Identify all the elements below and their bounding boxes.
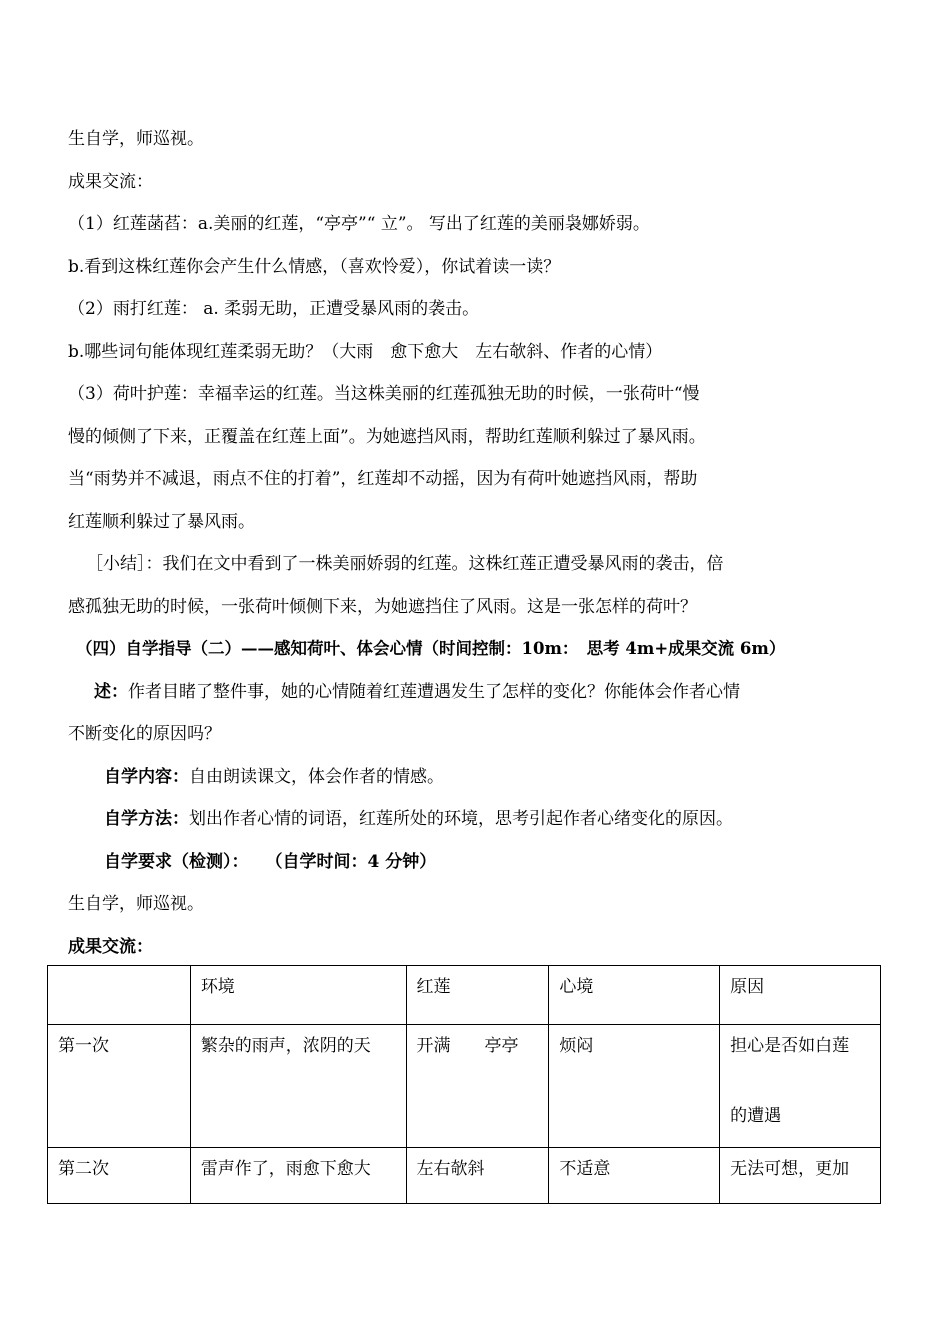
paragraph-line: 生自学，师巡视。: [68, 129, 204, 149]
self-study-requirement: 自学要求（检测）： （自学时间：4 分钟）: [104, 852, 437, 872]
paragraph-line: 感孤独无助的时候，一张荷叶倾侧下来，为她遮挡住了风雨。这是一张怎样的荷叶？: [68, 597, 697, 617]
table-header-row: [48, 966, 881, 1025]
table-cell: 烦闷: [549, 1025, 720, 1148]
paragraph-line: b.哪些词句能体现红莲柔弱无助？（大雨 愈下愈大 左右欹斜、作者的心情）: [68, 342, 663, 362]
table-cell: [720, 1025, 881, 1148]
self-study-method: [104, 808, 733, 830]
table-cell: 繁杂的雨声，浓阴的天: [190, 1025, 406, 1148]
label-shu: 述：: [94, 682, 128, 702]
results-heading: 成果交流：: [68, 937, 153, 957]
paragraph-line: b.看到这株红莲你会产生什么情感，（喜欢怜爱），你试着读一读？: [68, 257, 561, 277]
paragraph-line: [94, 681, 740, 703]
table-cell: 不适意: [549, 1148, 720, 1204]
table-cell: 雷声作了，雨愈下愈大: [190, 1148, 406, 1204]
table-cell: 左右欹斜: [406, 1148, 549, 1204]
paragraph-line: 成果交流：: [68, 172, 153, 192]
cell-line: 担心是否如白莲: [730, 1036, 850, 1056]
paragraph-line: 慢的倾侧了下来，正覆盖在红莲上面”。为她遮挡风雨，帮助红莲顺利躲过了暴风雨。: [68, 427, 706, 447]
line-text: 自由朗读课文，体会作者的情感。: [189, 767, 444, 787]
table-header-cell: [48, 966, 191, 1025]
paragraph-line: （1）红莲菡萏：a.美丽的红莲，“亭亭”“ 立”。 写出了红莲的美丽袅娜娇弱。: [68, 214, 650, 234]
summary-line: ［小结］：我们在文中看到了一株美丽娇弱的红莲。这株红莲正遭受暴风雨的袭击，倍: [86, 554, 724, 574]
line-text: 划出作者心情的词语，红莲所处的环境，思考引起作者心绪变化的原因。: [189, 809, 733, 829]
section-heading: （四）自学指导（二）——感知荷叶、体会心情（时间控制：10m： 思考 4m+成果交流 6m）: [76, 639, 786, 658]
paragraph-line: （3）荷叶护莲：幸福幸运的红莲。当这株美丽的红莲孤独无助的时候，一张荷叶“慢: [68, 384, 700, 404]
paragraph-line: 当“雨势并不减退，雨点不住的打着”，红莲却不动摇，因为有荷叶她遮挡风雨，帮助: [68, 469, 698, 489]
self-study-content-label: 自学内容：: [104, 767, 189, 787]
paragraph-line: 红莲顺利躲过了暴风雨。: [68, 512, 255, 532]
cell-line: 的遭遇: [730, 1106, 782, 1126]
table-cell: 无法可想，更加: [720, 1148, 881, 1204]
table-header-cell: 环境: [190, 966, 406, 1025]
paragraph-line: （2）雨打红莲： a. 柔弱无助，正遭受暴风雨的袭击。: [68, 299, 480, 319]
table-header-cell: 红莲: [406, 966, 549, 1025]
table-row: [48, 1148, 881, 1204]
self-study-method-label: 自学方法：: [104, 809, 189, 829]
paragraph-line: 生自学，师巡视。: [68, 894, 204, 914]
table-header-cell: 原因: [720, 966, 881, 1025]
line-text: 作者目睹了整件事，她的心情随着红莲遭遇发生了怎样的变化？你能体会作者心情: [128, 682, 740, 702]
table-cell: 第一次: [48, 1025, 191, 1148]
paragraph-line: 不断变化的原因吗？: [68, 724, 221, 744]
table-row: [48, 1025, 881, 1148]
results-table: [47, 965, 881, 1204]
table-header-cell: 心境: [549, 966, 720, 1025]
self-study-content: [104, 766, 444, 788]
table-cell: 第二次: [48, 1148, 191, 1204]
table-cell: 开满 亭亭: [406, 1025, 549, 1148]
